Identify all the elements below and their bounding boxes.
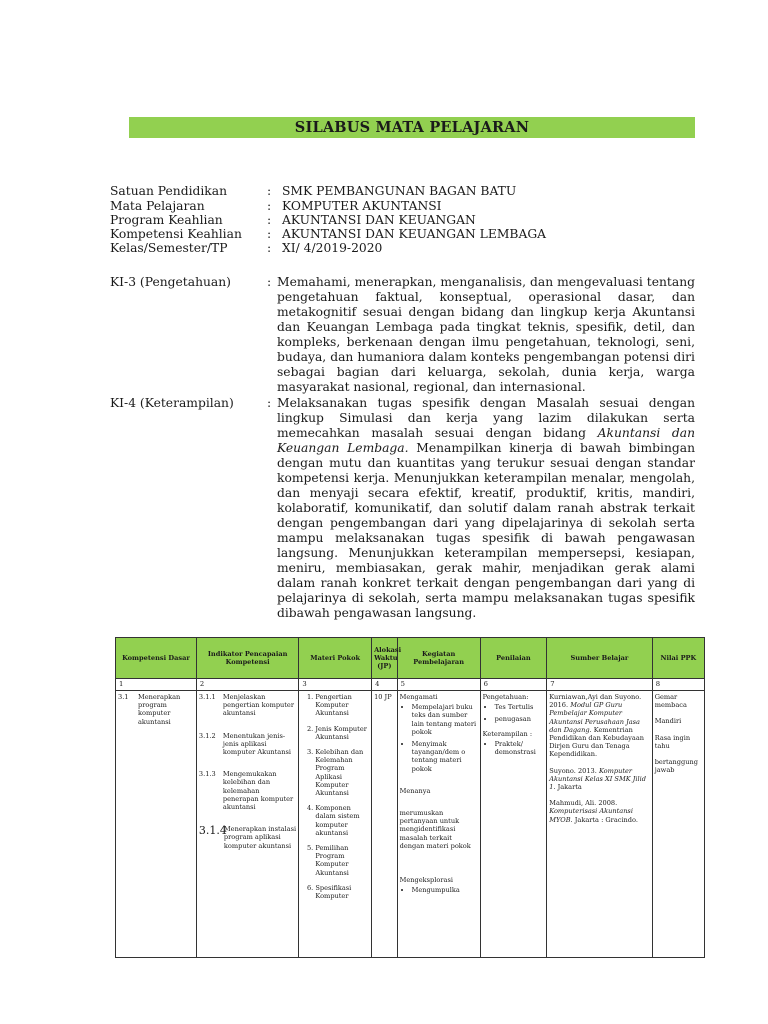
kegiatan-heading: Menanya bbox=[399, 786, 431, 795]
identity-value: SMK PEMBANGUNAN BAGAN BATU bbox=[282, 184, 517, 198]
column-number: 2 bbox=[196, 679, 298, 691]
materi-list bbox=[301, 693, 369, 900]
penilaian-cell bbox=[480, 691, 547, 958]
identity-colon: : bbox=[267, 227, 272, 241]
reference-title: Modul GP Guru Pembelajar Komputer Akuntansi Perusahaan Jasa dan Dagang. bbox=[549, 701, 640, 734]
list-item: • Praktek/ demonstrasi bbox=[495, 740, 545, 756]
indikator-text: Menentukan jenis-jenis aplikasi komputer Akuntansi bbox=[222, 731, 291, 757]
identity-value: XI/ 4/2019-2020 bbox=[282, 241, 383, 255]
header-sumber-belajar: Sumber Belajar bbox=[547, 638, 653, 679]
identity-label: Mata Pelajaran bbox=[110, 199, 205, 213]
indikator-text: Menjelaskan pengertian komputer akuntansi bbox=[222, 693, 294, 718]
indikator-text: Mengemukakan kelebihan dan kelemahan penerapan komputer akuntansi bbox=[222, 770, 294, 812]
reference-entry bbox=[549, 693, 650, 759]
header-kompetensi-dasar: Kompetensi Dasar bbox=[116, 638, 197, 679]
kegiatan-list bbox=[400, 886, 478, 894]
syllabus-table bbox=[115, 637, 705, 958]
identity-colon: : bbox=[267, 241, 272, 255]
indikator-cell bbox=[196, 691, 298, 958]
penilaian-heading: Pengetahuan: bbox=[482, 693, 529, 701]
ki4-text-a: Melaksanakan tugas spesifik dengan Masalah sesuai dengan lingkup Simulasi dan kerja yang lazim dilakukan serta memecahkan masalah sesuai dengan bidang bbox=[277, 396, 695, 440]
ppk-value: Mandiri bbox=[654, 717, 682, 726]
header-indikator: Indikator Pencapaian Kompetensi bbox=[196, 638, 298, 679]
kegiatan-list bbox=[400, 703, 478, 773]
ki4-text bbox=[277, 396, 695, 621]
list-item: • Menyimak tayangan/dem o tentang materi pokok bbox=[412, 740, 478, 773]
kd-cell bbox=[116, 691, 197, 958]
reference-entry bbox=[549, 767, 650, 792]
ppk-cell bbox=[652, 691, 704, 958]
list-item: 1. Pengertian Komputer Akuntansi bbox=[315, 693, 369, 718]
indikator-number: 3.1.1 bbox=[198, 693, 216, 701]
column-number: 8 bbox=[652, 679, 704, 691]
identity-colon: : bbox=[267, 199, 272, 213]
identity-label: Kelas/Semester/TP bbox=[110, 241, 228, 255]
column-number: 7 bbox=[547, 679, 653, 691]
kegiatan-heading: Mengamati bbox=[399, 693, 438, 701]
kd-text: Menerapkan program komputer akuntansi bbox=[138, 693, 181, 726]
kegiatan-cell bbox=[397, 691, 480, 958]
alokasi-cell: 10 JP bbox=[372, 691, 398, 958]
kegiatan-text: merumuskan pertanyaan untuk mengidentifikasi masalah terkait dengan materi pokok bbox=[399, 809, 471, 850]
list-item: • Tes Tertulis bbox=[495, 703, 545, 711]
reference-title: Komputerisasi Akuntansi MYOB. bbox=[549, 807, 633, 824]
sumber-cell bbox=[547, 691, 653, 958]
table-row bbox=[116, 691, 705, 958]
identity-value: KOMPUTER AKUNTANSI bbox=[282, 199, 442, 213]
list-item: 2. Jenis Komputer Akuntansi bbox=[315, 725, 369, 741]
reference-publisher: Kementrian Pendidikan dan Kebudayaan Dirjen Guru dan Tenaga Kependidikan. bbox=[549, 725, 645, 759]
column-number: 5 bbox=[397, 679, 480, 691]
header-nilai-ppk: Nilai PPK bbox=[652, 638, 704, 679]
header-penilaian: Penilaian bbox=[480, 638, 547, 679]
penilaian-list bbox=[483, 740, 545, 756]
identity-value: AKUNTANSI DAN KEUANGAN bbox=[282, 213, 476, 227]
header-materi-pokok: Materi Pokok bbox=[299, 638, 372, 679]
penilaian-list bbox=[483, 703, 545, 723]
identity-label: Kompetensi Keahlian bbox=[110, 227, 242, 241]
reference-publisher: Jakarta : Gracindo. bbox=[572, 815, 638, 824]
ki3-colon: : bbox=[267, 275, 272, 289]
ki3-label: KI-3 (Pengetahuan) bbox=[110, 275, 231, 289]
list-item: 3. Kelebihan dan Kelemahan Program Aplikasi Komputer Akuntansi bbox=[315, 748, 369, 797]
ki3-text: Memahami, menerapkan, menganalisis, dan mengevaluasi tentang pengetahuan faktual, konseptual, operasional dasar, dan metakognitif sesuai dengan bidang dan lingkup kerja Akuntansi dan Keuangan Lembaga pada tingkat teknis, spesifik, detil, dan kompleks, berkenaan dengan ilmu pengetahuan, teknologi, seni, budaya, dan humaniora dalam konteks pengembangan potensi diri sebagai bagian dari keluarga, sekolah, dunia kerja, warga masyarakat nasional, regional, dan internasional. bbox=[277, 275, 695, 394]
column-number-row bbox=[116, 679, 705, 691]
indikator-number: 3.1.4 bbox=[198, 824, 227, 838]
indikator-text: Menerapkan instalasi program aplikasi komputer akuntansi bbox=[223, 825, 297, 850]
list-item: 4. Komponen dalam sistem komputer akuntansi bbox=[315, 804, 369, 837]
column-number: 6 bbox=[480, 679, 547, 691]
ppk-value: Rasa ingin tahu bbox=[654, 733, 691, 750]
column-number: 1 bbox=[116, 679, 197, 691]
reference-title: Komputer Akuntansi Kelas XI SMK Jilid 1. bbox=[549, 766, 646, 792]
list-item: 5. Pemilihan Program Komputer Akuntansi bbox=[315, 844, 369, 877]
list-item: 6. Spesifikasi Komputer bbox=[315, 884, 369, 900]
ppk-value: Gemar membaca bbox=[654, 693, 687, 710]
identity-colon: : bbox=[267, 213, 272, 227]
document-title: SILABUS MATA PELAJARAN bbox=[294, 119, 530, 136]
reference-author: Suyono. 2013. bbox=[549, 766, 599, 775]
column-number: 3 bbox=[299, 679, 372, 691]
list-item: • penugasan bbox=[495, 715, 545, 723]
column-number: 4 bbox=[372, 679, 398, 691]
header-alokasi-waktu: Alokasi Waktu (JP) bbox=[372, 638, 398, 679]
ki4-label: KI-4 (Keterampilan) bbox=[110, 396, 234, 410]
title-bar bbox=[129, 117, 695, 138]
indikator-number: 3.1.3 bbox=[198, 770, 216, 779]
reference-entry bbox=[549, 799, 650, 824]
materi-cell bbox=[299, 691, 372, 958]
reference-publisher: Jakarta bbox=[555, 783, 582, 792]
indikator-number: 3.1.2 bbox=[198, 731, 216, 740]
list-item: • Mempelajari buku teks dan sumber lain tentang materi pokok bbox=[412, 703, 478, 736]
reference-author: Kurniawan,Ayi dan Suyono. 2016. bbox=[549, 693, 642, 710]
identity-label: Satuan Pendidikan bbox=[110, 184, 228, 198]
kegiatan-heading: Mengeksplorasi bbox=[399, 876, 453, 885]
identity-colon: : bbox=[267, 184, 272, 198]
penilaian-heading: Keterampilan : bbox=[482, 729, 533, 738]
ki4-colon: : bbox=[267, 396, 272, 410]
reference-author: Mahmudi, Ali. 2008. bbox=[549, 799, 618, 808]
ppk-value: bertanggung jawab bbox=[654, 758, 698, 775]
header-kegiatan: Kegiatan Pembelajaran bbox=[397, 638, 480, 679]
list-item: • Mengumpulka bbox=[412, 886, 478, 894]
kd-number: 3.1 bbox=[118, 693, 129, 701]
identity-value: AKUNTANSI DAN KEUANGAN LEMBAGA bbox=[282, 227, 547, 241]
identity-label: Program Keahlian bbox=[110, 213, 223, 227]
ki4-text-b: Menampilkan kinerja di bawah bimbingan dengan mutu dan kuantitas yang terukur sesuai dengan standar kompetensi kerja. Menunjukkan keterampilan menalar, mengolah, dan menyaji secara efektif, kreatif, produktif, kritis, mandiri, kolaboratif, komunikatif, dan solutif dalam ranah abstrak terkait dengan pengembangan dari yang dipelajarinya di sekolah serta mampu melaksanakan tugas spesifik di bawah pengawasan langsung. Menunjukkan keterampilan mempersepsi, kesiapan, meniru, membiasakan, gerak mahir, menjadikan gerak alami dalam ranah konkret terkait dengan pengembangan dari yang di pelajarinya di sekolah, serta mampu melaksanakan tugas spesifik dibawah pengawasan langsung. bbox=[277, 441, 695, 620]
ki4-text-italic: Akuntansi dan Keuangan Lembaga. bbox=[277, 426, 695, 455]
table-header-row bbox=[116, 638, 705, 679]
